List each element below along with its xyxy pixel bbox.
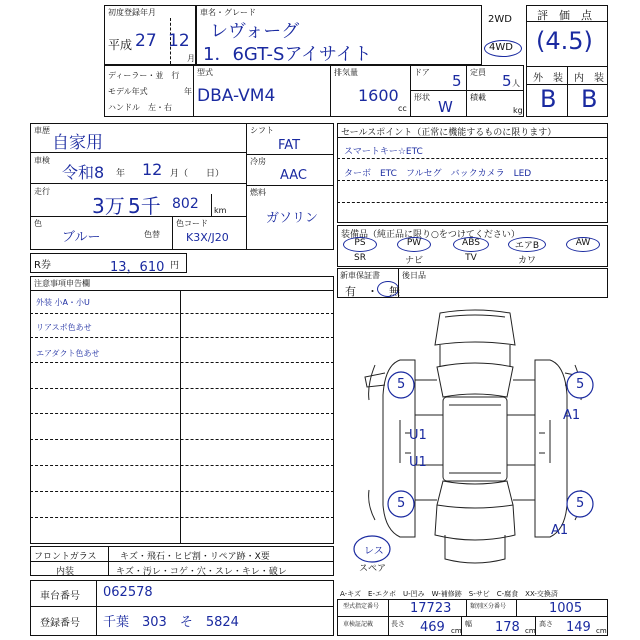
class-value: 1005 (549, 601, 583, 616)
chassis-label: 車台番号 (40, 591, 80, 602)
registration-month: 12 (168, 31, 190, 51)
warranty-options: 有 ・ 無 (345, 285, 400, 298)
equipment-pw: PW (406, 238, 422, 248)
height-sub-label: 高さ (539, 620, 553, 628)
inspection-era: 令和8 (62, 163, 105, 182)
score-label: 評 価 点 (537, 9, 592, 22)
score-value: (4.5) (536, 27, 593, 55)
recycle-value: 13，610 (110, 260, 165, 275)
notes-box (30, 276, 334, 544)
vehicle-use: 自家用 (52, 133, 103, 153)
width-value: 178 (495, 620, 520, 635)
front-glass-label: フロントガラス (34, 552, 97, 562)
type-cert-value: 17723 (410, 601, 452, 616)
loadcap-label: 積載 (470, 93, 486, 102)
mark-front-right-door: A1 (563, 408, 581, 423)
type-label: 型式 (197, 68, 213, 77)
displacement-label: 排気量 (334, 68, 358, 77)
equipment-label: 装備品（純正品に限り○をつけてください） (341, 230, 520, 240)
equipment-leather: カワ (517, 256, 536, 266)
damage-legend: A-キズ E-エクボ U-凹み W-補修跡 S-サビ C-腐食 XX-交換済 (340, 590, 558, 598)
equipment-tv: TV (465, 253, 477, 263)
exterior-label: 外 装 (533, 73, 563, 84)
width-unit: cm (525, 627, 536, 635)
color-label: 色 (34, 219, 42, 228)
dims-cert-label: 車検証記載 (343, 621, 374, 628)
mark-left-rear-door: U1 (409, 455, 427, 470)
sales-line-2: ターボ ETC フルセグ バックカメラ LED (344, 169, 532, 179)
mark-rear-right-fender: A1 (551, 523, 569, 538)
equipment-airbag: エアB (514, 241, 540, 251)
interior-cond-text: キズ・汚レ・コゲ・穴・スレ・キレ・破レ (116, 567, 287, 577)
fuel-value: ガソリン (266, 211, 319, 226)
notes-line-2: リアスポ色あせ (36, 323, 92, 332)
ac-value: AAC (280, 168, 307, 183)
inspection-month: 12 (142, 160, 163, 179)
mark-front-left: 5 (397, 377, 406, 392)
mileage-label: 走行 (34, 187, 50, 196)
shape-value: W (438, 98, 453, 116)
color-code: K3X/J20 (186, 231, 229, 244)
inspection-label: 車検 (34, 156, 50, 165)
equipment-abs: ABS (462, 238, 480, 248)
mark-rear-right: 5 (576, 496, 585, 511)
car-grade: 1．6GT-Sアイサイト (203, 44, 372, 65)
fuel-label: 燃料 (250, 188, 266, 197)
recycle-unit: 円 (170, 261, 180, 271)
car-name-label: 車名・グレード (200, 8, 256, 17)
equipment-sr: SR (354, 253, 366, 263)
color-code-label: 色コード (176, 219, 208, 228)
capacity-value: 5 (502, 72, 512, 90)
sales-point-label: セールスポイント（正常に機能するものに限ります） (341, 128, 557, 138)
dealer-label: ディーラー・並 行 (108, 71, 180, 80)
ac-label: 冷房 (250, 157, 266, 166)
width-sub-label: 幅 (465, 620, 472, 628)
spare-mark: レス (364, 546, 384, 557)
class-label: 類別区分番号 (470, 603, 507, 610)
registration-year: 27 (135, 31, 157, 51)
height-unit: cm (596, 627, 607, 635)
handle-label: ハンドル 左・右 (108, 103, 172, 112)
mark-left-front-door: U1 (409, 428, 427, 443)
registration-era: 平成 (108, 38, 133, 52)
door-label: ドア (414, 68, 430, 77)
capacity-label: 定員 (470, 68, 486, 77)
plate-value: 千葉 303 そ 5824 (103, 615, 239, 630)
chassis-value: 062578 (103, 585, 153, 600)
drive-4wd: 4WD (489, 42, 513, 53)
plate-label: 登録番号 (40, 618, 80, 629)
type-value: DBA-VM4 (197, 86, 276, 106)
door-value: 5 (452, 72, 462, 90)
color-swap-label: 色替 (144, 230, 160, 239)
shape-label: 形状 (414, 93, 430, 102)
length-sub-label: 長さ (391, 620, 405, 628)
equipment-aw: AW (575, 238, 591, 248)
car-name: レヴォーグ (210, 21, 300, 42)
spare-label: スペア (359, 564, 387, 574)
notes-line-3: エアダクト色あせ (36, 349, 100, 358)
notes-line-1: 外装 小A・小U (36, 298, 90, 307)
type-cert-label: 型式指定番号 (343, 603, 380, 610)
drive-2wd: 2WD (488, 14, 512, 25)
interior-cond-label: 内装 (56, 567, 75, 577)
warranty-none-circle (377, 281, 399, 297)
later-items-label: 後日品 (402, 271, 426, 280)
front-glass-text: キズ・飛石・ヒビ割・リペア跡・X要 (120, 552, 270, 562)
interior-label: 内 装 (574, 73, 604, 84)
displacement-value: 1600 (358, 86, 399, 105)
vehicle-use-label: 車歴 (34, 126, 50, 135)
exterior-grade: B (540, 85, 557, 113)
mileage-man: 3万 (92, 194, 125, 218)
capacity-unit: 人 (512, 79, 520, 88)
recycle-label: R券 (34, 260, 51, 271)
inspection-year-unit: 年 (116, 169, 126, 179)
height-value: 149 (566, 620, 591, 635)
length-unit: cm (451, 627, 462, 635)
cc-unit: cc (398, 104, 407, 113)
km-unit: km (214, 206, 227, 215)
color-value: ブルー (62, 230, 101, 245)
equipment-navi: ナビ (404, 256, 423, 266)
month-unit: 月 (187, 54, 195, 63)
mileage-sen: 5千 (128, 194, 161, 218)
length-value: 469 (420, 620, 445, 635)
mark-front-right: 5 (576, 377, 585, 392)
sales-line-1: スマートキー☆ETC (344, 147, 423, 157)
notes-label: 注意事項申告欄 (34, 279, 90, 288)
model-year-unit: 年 (184, 87, 192, 96)
mileage-rest: 802 (172, 196, 199, 212)
first-registration-label: 初度登録年月 (108, 8, 156, 17)
interior-grade: B (581, 85, 598, 113)
warranty-label: 新車保証書 (340, 271, 380, 280)
model-year-label: モデル年式 (108, 87, 148, 96)
equipment-ps: PS (354, 238, 366, 248)
shift-value: FAT (278, 138, 301, 153)
inspection-month-unit: 月（ 日） (170, 169, 225, 179)
shift-label: シフト (250, 126, 274, 135)
kg-unit: kg (513, 106, 523, 115)
mark-rear-left: 5 (397, 496, 406, 511)
